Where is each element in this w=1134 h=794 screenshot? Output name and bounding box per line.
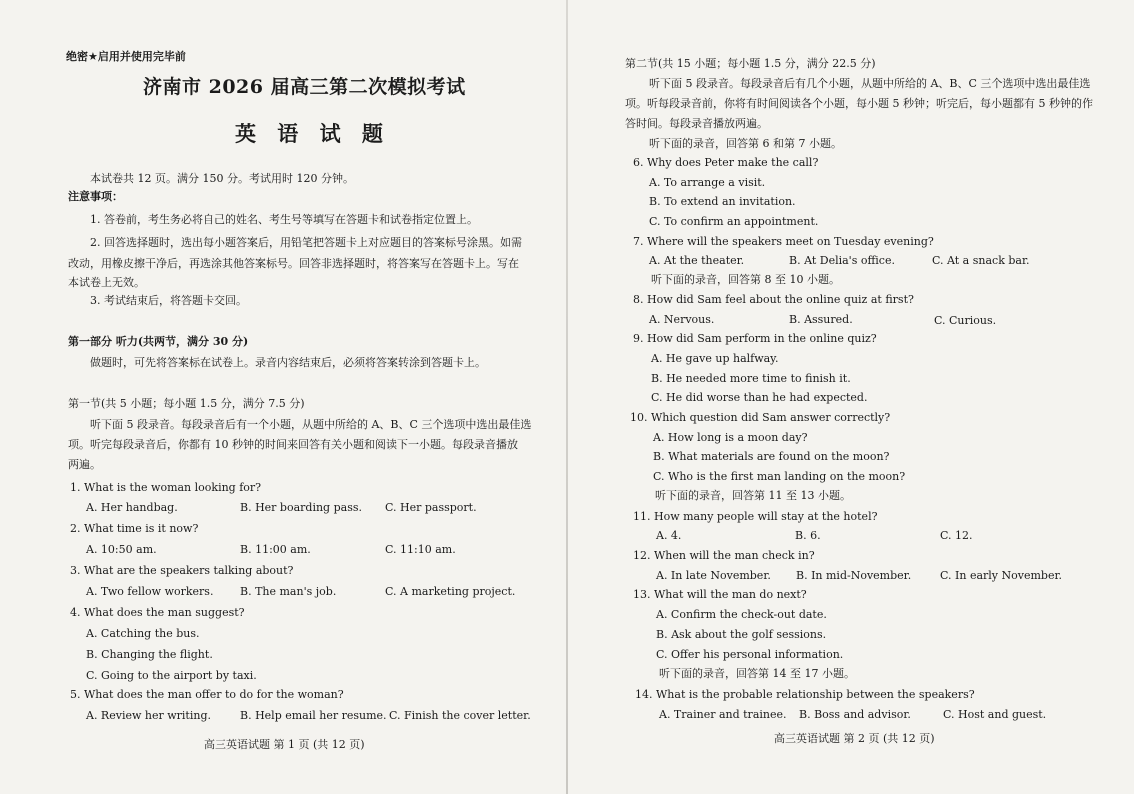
question-13-option-a: A. Confirm the check-out date. xyxy=(656,608,827,621)
question-2: 2. What time is it now? xyxy=(70,522,199,535)
question-11-option-a: A. 4. xyxy=(656,529,682,542)
question-1-option-b: B. Her boarding pass. xyxy=(240,501,362,514)
question-4-option-c: C. Going to the airport by taxi. xyxy=(86,669,257,682)
question-14: 14. What is the probable relationship between the speakers? xyxy=(635,688,975,701)
question-6-option-c: C. To confirm an appointment. xyxy=(649,215,819,228)
question-11: 11. How many people will stay at the hotel? xyxy=(633,510,878,523)
question-8: 8. How did Sam feel about the online quiz at first? xyxy=(633,293,914,306)
question-8-option-c: C. Curious. xyxy=(934,314,997,327)
question-1-option-a: A. Her handbag. xyxy=(86,501,178,514)
note-2-line-2: 改动，用橡皮擦干净后，再选涂其他答案标号。回答非选择题时，将答案写在答题卡上。写在 xyxy=(68,257,519,270)
section-2-heading: 第二节(共 15 小题；每小题 1.5 分，满分 22.5 分) xyxy=(625,57,876,70)
section-1-instruction-line-2: 项。听完每段录音后，你都有 10 秒钟的时间来回答有关小题和阅读下一小题。每段录音播放 xyxy=(68,438,518,451)
section-1-instruction-line-3: 两遍。 xyxy=(68,458,101,471)
question-1-option-c: C. Her passport. xyxy=(385,501,477,514)
page-2 xyxy=(567,0,1134,794)
section-2-instruction-line-2: 项。听每段录音前，你将有时间阅读各个小题，每小题 5 秒钟；听完后，每小题都有 5 秒钟的作 xyxy=(625,97,1093,110)
question-13-option-b: B. Ask about the golf sessions. xyxy=(656,628,827,641)
section-2-instruction-line-1: 听下面 5 段录音。每段录音后有几个小题，从题中所给的 A、B、C 三个选项中选出最佳选 xyxy=(649,77,1091,90)
question-8-option-a: A. Nervous. xyxy=(649,313,715,326)
question-8-option-b: B. Assured. xyxy=(789,313,853,326)
section-1-instruction-line-1: 听下面 5 段录音。每段录音后有一个小题，从题中所给的 A、B、C 三个选项中选出最佳选 xyxy=(90,418,532,431)
question-9-option-b: B. He needed more time to finish it. xyxy=(651,372,851,385)
secret-label: 绝密★启用并使用完毕前 xyxy=(66,50,186,63)
section-1-heading: 第一节(共 5 小题；每小题 1.5 分，满分 7.5 分) xyxy=(68,397,305,410)
question-1: 1. What is the woman looking for? xyxy=(70,481,262,494)
section-2-instruction-line-3: 答时间。每段录音播放两遍。 xyxy=(625,117,768,130)
question-10-option-c: C. Who is the first man landing on the moon? xyxy=(653,470,906,483)
question-7-option-c: C. At a snack bar. xyxy=(932,254,1030,267)
question-3-option-a: A. Two fellow workers. xyxy=(86,585,214,598)
notes-heading: 注意事项： xyxy=(68,190,123,203)
exam-title: 济南市 2026 届高三第二次模拟考试 xyxy=(143,76,466,98)
question-6-option-b: B. To extend an invitation. xyxy=(649,195,796,208)
question-13: 13. What will the man do next? xyxy=(633,588,807,601)
question-9-option-c: C. He did worse than he had expected. xyxy=(651,391,868,404)
part-1-instruction: 做题时，可先将答案标在试卷上。录音内容结束后，必须将答案转涂到答题卡上。 xyxy=(90,356,486,369)
question-12-option-c: C. In early November. xyxy=(940,569,1062,582)
question-3-option-b: B. The man's job. xyxy=(240,585,337,598)
question-5: 5. What does the man offer to do for the woman? xyxy=(70,688,344,701)
page-footer: 高三英语试题 第 2 页 (共 12 页) xyxy=(774,732,935,745)
question-7-option-a: A. At the theater. xyxy=(649,254,745,267)
subject-title: 英 语 试 题 xyxy=(235,121,390,146)
question-9-option-a: A. He gave up halfway. xyxy=(651,352,779,365)
question-4: 4. What does the man suggest? xyxy=(70,606,245,619)
question-3: 3. What are the speakers talking about? xyxy=(70,564,294,577)
question-12-option-a: A. In late November. xyxy=(656,569,771,582)
listen-prompt-8-10: 听下面的录音，回答第 8 至 10 小题。 xyxy=(651,273,840,286)
listen-prompt-11-13: 听下面的录音，回答第 11 至 13 小题。 xyxy=(655,489,851,502)
part-1-heading: 第一部分 听力(共两节，满分 30 分) xyxy=(68,335,249,348)
question-13-option-c: C. Offer his personal information. xyxy=(656,648,844,661)
listen-prompt-14-17: 听下面的录音，回答第 14 至 17 小题。 xyxy=(659,667,855,680)
question-11-option-b: B. 6. xyxy=(795,529,821,542)
question-11-option-c: C. 12. xyxy=(940,529,973,542)
question-14-option-c: C. Host and guest. xyxy=(943,708,1047,721)
question-9: 9. How did Sam perform in the online quiz? xyxy=(633,332,877,345)
question-4-option-b: B. Changing the flight. xyxy=(86,648,213,661)
page-footer: 高三英语试题 第 1 页 (共 12 页) xyxy=(204,738,365,751)
question-4-option-a: A. Catching the bus. xyxy=(86,627,200,640)
question-6: 6. Why does Peter make the call? xyxy=(633,156,819,169)
question-5-option-a: A. Review her writing. xyxy=(86,709,211,722)
question-10-option-b: B. What materials are found on the moon? xyxy=(653,450,890,463)
question-10-option-a: A. How long is a moon day? xyxy=(653,431,808,444)
question-2-option-b: B. 11:00 am. xyxy=(240,543,311,556)
question-2-option-c: C. 11:10 am. xyxy=(385,543,456,556)
question-3-option-c: C. A marketing project. xyxy=(385,585,516,598)
exam-intro: 本试卷共 12 页。满分 150 分。考试用时 120 分钟。 xyxy=(90,172,354,185)
question-7-option-b: B. At Delia's office. xyxy=(789,254,895,267)
question-10: 10. Which question did Sam answer correctly? xyxy=(630,411,891,424)
question-5-option-b: B. Help email her resume. xyxy=(240,709,387,722)
question-6-option-a: A. To arrange a visit. xyxy=(649,176,766,189)
question-14-option-b: B. Boss and advisor. xyxy=(799,708,911,721)
question-14-option-a: A. Trainer and trainee. xyxy=(659,708,787,721)
question-5-option-c: C. Finish the cover letter. xyxy=(389,709,531,722)
question-12: 12. When will the man check in? xyxy=(633,549,815,562)
note-1: 1. 答卷前，考生务必将自己的姓名、考生号等填写在答题卡和试卷指定位置上。 xyxy=(90,213,478,226)
question-7: 7. Where will the speakers meet on Tuesday evening? xyxy=(633,235,934,248)
note-3: 3. 考试结束后，将答题卡交回。 xyxy=(90,294,247,307)
question-12-option-b: B. In mid-November. xyxy=(796,569,912,582)
listen-prompt-6-7: 听下面的录音，回答第 6 和第 7 小题。 xyxy=(649,137,842,150)
question-2-option-a: A. 10:50 am. xyxy=(86,543,157,556)
note-2-line-1: 2. 回答选择题时，选出每小题答案后，用铅笔把答题卡上对应题目的答案标号涂黑。如需 xyxy=(90,236,522,249)
note-2-line-3: 本试卷上无效。 xyxy=(68,276,145,289)
